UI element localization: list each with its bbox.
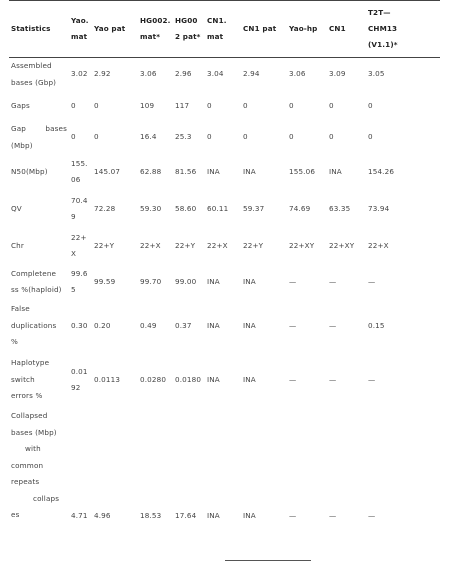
row-label [9,300,69,352]
table-cell: 2.92 [94,69,111,79]
row-label-line: with [25,444,41,454]
table-cell: 0 [243,132,248,142]
table-cell: INA [207,166,220,176]
row-label [9,190,69,228]
row-label [9,228,69,264]
table-cell: 145.07 [94,166,121,176]
table-cell: 3.06 [289,69,306,79]
table-cell: 0 [71,100,76,110]
row-label-line: errors % [11,391,43,401]
table-cell: 81.56 [175,166,197,176]
header-statistics: Statistics [11,24,51,33]
table-cell: 70.4 9 [71,195,88,221]
table-cell: 0 [329,132,334,142]
table-cell: — [289,510,297,520]
table-cell: 63.35 [329,203,351,213]
header-yao-mat: Yao. mat [71,16,89,41]
row-label-line: bases (Mbp) [11,427,57,437]
table-cell: 74.69 [289,203,311,213]
header-cn1: CN1 [329,24,346,33]
row-label [9,154,69,190]
table-cell: 99.6 5 [71,268,88,294]
row-label-line: (Mbp) [11,140,33,150]
row-label-line: common [11,460,44,470]
table-cell: 0 [94,100,99,110]
row-label-line: collaps [33,493,60,503]
row-label-line: bases (Gbp) [11,77,57,87]
table-cell: 117 [175,100,190,110]
table-row [9,91,440,121]
header-cn1-mat: CN1. mat [207,16,227,41]
table-row [9,352,440,408]
row-label-line: Chr [11,240,24,250]
table-cell: 22+XY [289,240,315,250]
table-cell: 3.06 [140,69,157,79]
table-cell: 0.0180 [175,374,202,384]
table-cell: 99.70 [140,276,162,286]
table-cell: — [329,374,337,384]
table-row [9,264,440,300]
table-cell: 72.28 [94,203,116,213]
table-cell: 0 [207,100,212,110]
row-label-line: Gap bases [11,124,67,133]
table-cell: 2.96 [175,69,192,79]
table-cell: 4.96 [94,510,111,520]
table-cell: 0.15 [368,320,385,330]
table-cell: 0.49 [140,320,157,330]
table-cell: 17.64 [175,510,197,520]
table-cell: 60.11 [207,203,229,213]
table-cell: INA [207,510,220,520]
table-cell: INA [243,320,256,330]
row-label-line: Collapsed [11,411,48,421]
table-cell: INA [329,166,342,176]
row-label-line: N50(Mbp) [11,166,48,176]
table-cell: INA [243,510,256,520]
table-cell: 25.3 [175,132,192,142]
table-cell: 73.94 [368,203,390,213]
table-cell: INA [207,276,220,286]
table-cell: 154.26 [368,166,395,176]
header-hg002-mat: HG002. mat* [140,16,171,41]
header-hg002-pat: HG00 2 pat* [175,16,201,41]
table-row [9,58,440,92]
table-row [9,300,440,352]
row-label-line: duplications [11,320,57,330]
table-cell: 22+Y [175,240,196,250]
table-cell: — [289,374,297,384]
table-cell: 2.94 [243,69,260,79]
table-cell: INA [207,320,220,330]
row-label-line: switch [11,374,35,384]
row-label [9,58,69,92]
header-t2t-chm13: T2T— CHM13 (V1.1)* [368,8,398,49]
row-label [9,408,69,524]
header-yao-pat: Yao pat [94,24,126,33]
table-bottom-rule [225,560,311,561]
table-cell: 62.88 [140,166,162,176]
row-label-line: ss %(haploid) [11,285,62,294]
row-label-line: Completene [11,268,57,278]
row-label-line: repeats [11,477,40,487]
table-cell: 0 [329,100,334,110]
table-cell: 22+Y [243,240,264,250]
table-cell: 0.01 92 [71,366,88,392]
table-cell: 59.30 [140,203,162,213]
table-cell: 0 [243,100,248,110]
table-cell: — [329,320,337,330]
table-body [9,58,440,525]
table-cell: 3.05 [368,69,385,79]
table-cell: — [368,510,376,520]
table-cell: 22+XY [329,240,355,250]
table-cell: 0 [71,132,76,142]
table-cell: 59.37 [243,203,265,213]
table-cell: — [289,320,297,330]
table-cell: 0.0280 [140,374,167,384]
table-cell: INA [207,374,220,384]
row-label-line: QV [11,203,22,213]
row-label [9,121,69,154]
table-row [9,228,440,264]
table-cell: 0.20 [94,320,111,330]
table-cell: 58.60 [175,203,197,213]
table-cell: 16.4 [140,132,157,142]
row-label-line: Assembled [11,61,52,70]
table-cell: 0 [368,100,373,110]
table-cell: 22+X [207,240,228,250]
header-cn1-pat: CN1 pat [243,24,277,33]
table-cell: 3.04 [207,69,224,79]
statistics-table-container [9,0,440,524]
table-cell: 0 [207,132,212,142]
table-cell: 0 [289,132,294,142]
table-cell: 22+Y [94,240,115,250]
table-cell: 99.59 [94,276,116,286]
table-cell: — [329,276,337,286]
table-row [9,408,440,524]
table-cell: 155. 06 [71,158,88,184]
table-cell: INA [243,374,256,384]
row-label-line: % [11,337,18,347]
table-cell: 22+X [368,240,389,250]
row-label-line: es [11,510,20,520]
assembly-statistics-table [9,0,440,524]
table-cell: 99.00 [175,276,197,286]
row-label [9,91,69,121]
row-label [9,352,69,408]
table-cell: — [368,276,376,286]
table-cell: 3.09 [329,69,346,79]
table-cell: 18.53 [140,510,162,520]
table-cell: INA [243,166,256,176]
row-label-line: Gaps [11,100,30,110]
table-row [9,154,440,190]
table-row [9,121,440,154]
table-cell: 0.37 [175,320,192,330]
table-cell: 3.02 [71,69,88,79]
header-yao-hp: Yao-hp [289,24,318,33]
table-cell: 22+X [140,240,161,250]
table-cell: — [329,510,337,520]
table-cell: 0 [289,100,294,110]
table-cell: 0.0113 [94,374,121,384]
table-cell: 0.30 [71,320,88,330]
table-cell: 0 [368,132,373,142]
row-label-line: Haplotype [11,358,50,368]
table-cell: 0 [94,132,99,142]
table-cell: — [368,374,376,384]
row-label-line: False [11,304,30,314]
table-cell: 22+ X [71,232,87,258]
row-label [9,264,69,300]
table-cell: 155.06 [289,166,316,176]
table-row [9,190,440,228]
table-cell: 4.71 [71,510,88,520]
table-cell: — [289,276,297,286]
table-cell: 109 [140,100,155,110]
table-cell: INA [243,276,256,286]
table-header-row [9,1,440,58]
